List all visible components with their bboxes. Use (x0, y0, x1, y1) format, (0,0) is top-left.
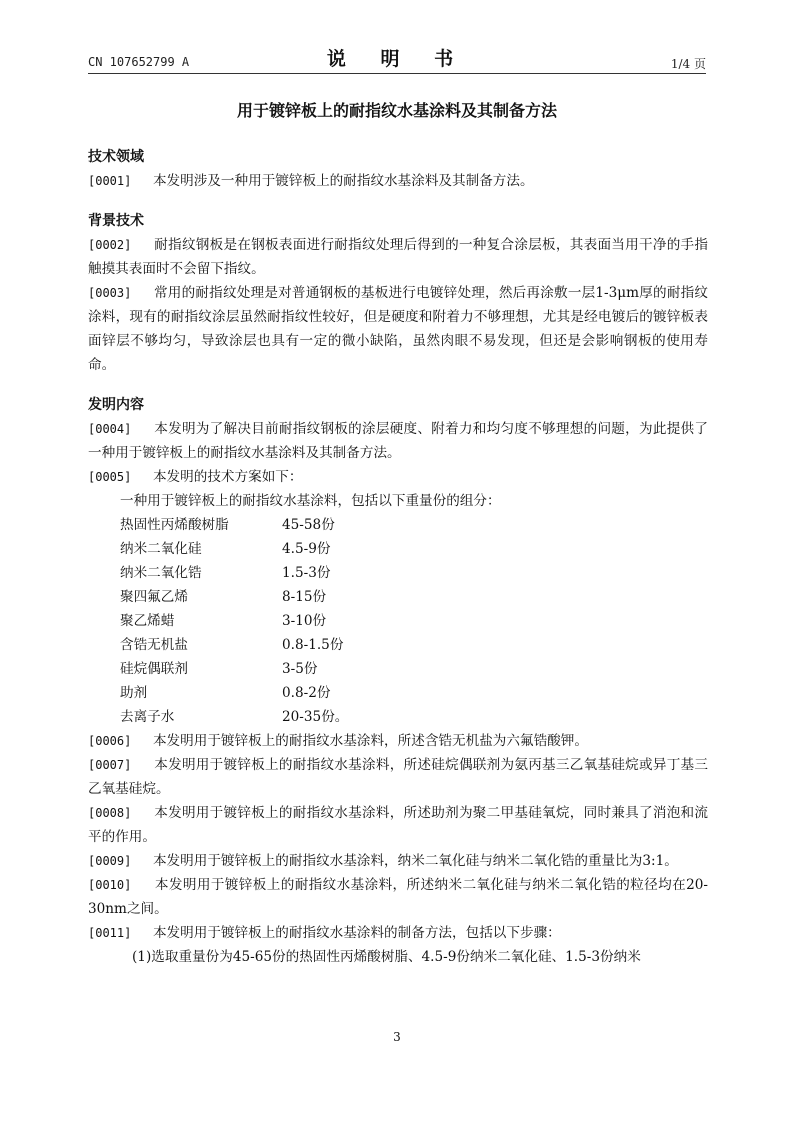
section-summary: 发明内容 (88, 397, 144, 413)
doc-number: CN 107652799 A (88, 55, 190, 69)
component-name: 纳米二氧化锆 (120, 565, 202, 581)
paragraph-0010 (88, 873, 708, 921)
paragraph-number: [0006] (88, 734, 132, 748)
doc-type-heading: 说 明 书 (326, 48, 468, 70)
composition-row (88, 705, 708, 729)
paragraph-text: 本发明用于镀锌板上的耐指纹水基涂料，纳米二氧化硅与纳米二氧化锆的重量比为3:1。 (152, 853, 678, 869)
paragraph-number: [0004] (88, 422, 132, 436)
paragraph-number: [0008] (88, 806, 132, 820)
component-amount: 45-58份 (282, 517, 335, 533)
paragraph-number: [0009] (88, 854, 132, 868)
composition-row (88, 561, 708, 585)
composition-list (88, 513, 708, 729)
paragraph-0004 (88, 417, 708, 465)
paragraph-0005 (88, 465, 708, 489)
component-name: 热固性丙烯酸树脂 (120, 517, 229, 533)
component-name: 去离子水 (120, 709, 175, 725)
preparation-step-1: (1)选取重量份为45-65份的热固性丙烯酸树脂、4.5-9份纳米二氧化硅、1.5-3份纳米 (132, 949, 641, 965)
document-body (88, 145, 708, 969)
header-divider (88, 73, 706, 74)
paragraph-number: [0010] (88, 878, 132, 892)
page-number: 3 (393, 1030, 401, 1044)
paragraph-text: 常用的耐指纹处理是对普通钢板的基板进行电镀锌处理，然后再涂敷一层1-3μm厚的耐指纹涂料，现有的耐指纹涂层虽然耐指纹性较好，但是硬度和附着力不够理想，尤其是经电镀后的镀锌板表面锌层不够均匀，导致涂层也具有一定的微小缺陷，虽然肉眼不易发现，但还是会影响钢板的使用寿命。 (88, 285, 708, 373)
component-name: 聚四氟乙烯 (120, 589, 188, 605)
paragraph-text: 本发明用于镀锌板上的耐指纹水基涂料，所述纳米二氧化硅与纳米二氧化锆的粒径均在20-30nm之间。 (88, 877, 709, 917)
component-amount: 3-5份 (282, 661, 318, 677)
component-amount: 3-10份 (282, 613, 327, 629)
composition-row (88, 681, 708, 705)
component-name: 聚乙烯蜡 (120, 613, 175, 629)
paragraph-text: 本发明为了解决目前耐指纹钢板的涂层硬度、附着力和均匀度不够理想的问题，为此提供了一种用于镀锌板上的耐指纹水基涂料及其制备方法。 (88, 421, 708, 461)
component-amount: 0.8-2份 (282, 685, 331, 701)
composition-row (88, 513, 708, 537)
paragraph-0006 (88, 729, 708, 753)
paragraph-text: 耐指纹钢板是在钢板表面进行耐指纹处理后得到的一种复合涂层板，其表面当用干净的手指触摸其表面时不会留下指纹。 (88, 237, 708, 277)
component-amount: 8-15份 (282, 589, 327, 605)
paragraph-text: 本发明用于镀锌板上的耐指纹水基涂料的制备方法，包括以下步骤： (152, 925, 561, 941)
section-background: 背景技术 (88, 213, 144, 229)
paragraph-0011 (88, 921, 708, 945)
composition-row (88, 657, 708, 681)
paragraph-number: [0001] (88, 174, 132, 188)
section-tech-field: 技术领域 (88, 149, 144, 165)
component-name: 含锆无机盐 (120, 637, 188, 653)
document-title: 用于镀锌板上的耐指纹水基涂料及其制备方法 (236, 101, 557, 120)
paragraph-number: [0003] (88, 286, 132, 300)
component-amount: 1.5-3份 (282, 565, 331, 581)
composition-row (88, 585, 708, 609)
paragraph-text: 本发明用于镀锌板上的耐指纹水基涂料，所述含锆无机盐为六氟锆酸钾。 (152, 733, 588, 749)
paragraph-text: 本发明用于镀锌板上的耐指纹水基涂料，所述助剂为聚二甲基硅氧烷，同时兼具了消泡和流平的作用。 (88, 805, 708, 845)
page-indicator: 1/4 页 (670, 57, 706, 71)
paragraph-number: [0011] (88, 926, 132, 940)
paragraph-0008 (88, 801, 708, 849)
composition-row (88, 609, 708, 633)
paragraph-number: [0005] (88, 470, 132, 484)
paragraph-text: 本发明的技术方案如下： (152, 469, 303, 485)
paragraph-0002 (88, 233, 708, 281)
component-name: 纳米二氧化硅 (120, 541, 202, 557)
paragraph-text: 本发明涉及一种用于镀锌板上的耐指纹水基涂料及其制备方法。 (152, 173, 534, 189)
paragraph-0007 (88, 753, 708, 801)
paragraph-0009 (88, 849, 708, 873)
paragraph-number: [0002] (88, 238, 132, 252)
component-amount: 20-35份。 (282, 709, 349, 725)
composition-row (88, 537, 708, 561)
composition-intro: 一种用于镀锌板上的耐指纹水基涂料，包括以下重量份的组分： (120, 493, 501, 509)
paragraph-number: [0007] (88, 758, 132, 772)
component-amount: 4.5-9份 (282, 541, 331, 557)
paragraph-0003 (88, 281, 708, 377)
paragraph-0001 (88, 169, 708, 193)
component-name: 助剂 (120, 685, 148, 701)
paragraph-text: 本发明用于镀锌板上的耐指纹水基涂料，所述硅烷偶联剂为氨丙基三乙氧基硅烷或异丁基三乙氧基硅烷。 (88, 757, 708, 797)
component-amount: 0.8-1.5份 (282, 637, 344, 653)
composition-row (88, 633, 708, 657)
component-name: 硅烷偶联剂 (120, 661, 188, 677)
